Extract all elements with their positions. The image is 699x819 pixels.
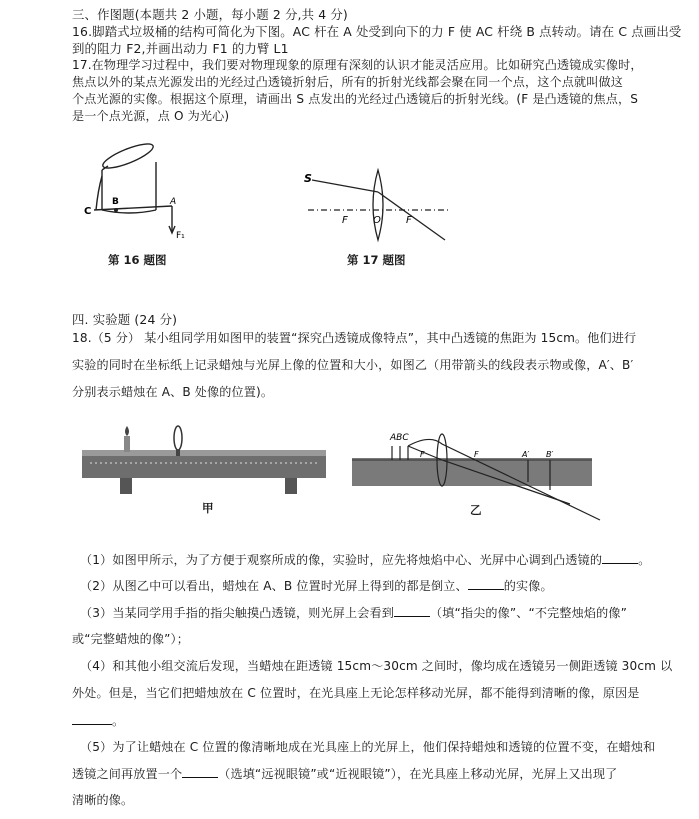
figure-yi-caption: 乙 [470, 503, 482, 517]
q17-text-line3: 个点光源的实像。根据这个原理，请画出 S 点发出的光经过凸透镜后的折射光线。(F 是凸透镜的焦点，S [72, 92, 639, 106]
label-abc: ABC [390, 433, 409, 443]
label-a-prime: A′ [522, 450, 530, 459]
q16-text-line1: 16.脚踏式垃圾桶的结构可简化为下图。AC 杆在 A 处受到向下的力 F 使 AC 杆绕 B 点转动。请在 C 点画出受 [72, 24, 682, 39]
label-b: B [112, 197, 119, 207]
answer-blank-2[interactable] [468, 577, 504, 590]
figure-jia-optical-bench [80, 418, 330, 503]
q18-sub3-cont: 或“完整蜡烛的像”）； [72, 632, 189, 646]
label-a: A [170, 197, 177, 207]
bench-leg-left [120, 478, 132, 494]
lens-jia [174, 426, 182, 450]
q18-sub5-line1: （5）为了让蜡烛在 C 位置的像清晰地成在光具座上的光屏上，他们保持蜡烛和透镜的位置不变，在蜡烛和 [80, 740, 656, 754]
q18-text-line1: 18.（5 分） 某小组同学用如图甲的装置“探究凸透镜成像特点”，其中凸透镜的焦距为 15cm。他们进行 [72, 331, 637, 345]
incident-ray [312, 180, 378, 192]
q18-text-line3: 分别表示蜡烛在 A、B 处像的位置)。 [72, 385, 274, 399]
section3-heading: 三、作图题(本题共 2 小题，每小题 2 分,共 4 分) [72, 7, 348, 22]
figure-17-caption: 第 17 题图 [347, 253, 406, 267]
answer-blank-4[interactable] [72, 712, 112, 725]
q18-sub5-line2: 透镜之间再放置一个 （选填“远视眼镜”或“近视眼镜”），在光具座上移动光屏，光屏上又出现了 [72, 767, 618, 781]
answer-blank-5[interactable] [182, 765, 218, 778]
bench-leg-right [285, 478, 297, 494]
answer-blank-3[interactable] [394, 604, 430, 617]
label-f-left: F [342, 215, 348, 226]
q18-sub4-line3: 。 [72, 712, 124, 730]
label-s: S [304, 172, 312, 185]
q18-sub3: （3）当某同学用手指的指尖触摸凸透镜，则光屏上会看到 （填“指尖的像”、“不完整烛焰的像” [80, 606, 628, 620]
q18-sub4-line1: （4）和其他小组交流后发现，当蜡烛在距透镜 15cm～30cm 之间时，像均成在透镜另一侧距透镜 30cm 以 [80, 659, 673, 673]
q18-sub4-line2: 外处。但是，当它们把蜡烛放在 C 位置时，在光具座上无论怎样移动光屏，都不能得到清晰的像，原因是 [72, 686, 640, 700]
label-f-right: F [406, 215, 412, 226]
lens-holder [176, 450, 180, 456]
label-f1: F₁ [176, 231, 185, 241]
q18-sub2: （2）从图乙中可以看出，蜡烛在 A、B 位置时光屏上得到的都是倒立、 的实像。 [80, 579, 553, 593]
figure-jia-caption: 甲 [202, 501, 214, 515]
graph-paper-strip [352, 458, 592, 486]
convex-lens [373, 170, 383, 240]
bin-bottom [102, 210, 156, 213]
bin-rod [96, 176, 102, 210]
bin-lid [100, 140, 155, 173]
label-f-yi-left: F [420, 450, 425, 459]
candle-flame [125, 426, 129, 436]
q16-text-line2: 到的阻力 F2,并画出动力 F1 的力臂 L1 [72, 41, 289, 56]
q18-sub5-line3: 清晰的像。 [72, 793, 134, 807]
q17-text-line1: 17.在物理学习过程中，我们要对物理现象的原理有深刻的认识才能灵活应用。比如研究凸透镜成实像时， [72, 58, 643, 72]
q17-text-line2: 焦点以外的某点光源发出的光经过凸透镜折射后，所有的折射光线都会聚在同一个点，这个点就叫做这 [72, 75, 623, 89]
lever-ac [94, 206, 172, 210]
answer-blank-1[interactable] [602, 551, 638, 564]
candle [124, 436, 130, 452]
q18-sub1: （1）如图甲所示，为了方便于观察所成的像，实验时，应先将烛焰中心、光屏中心调到凸透镜的 。 [80, 553, 651, 567]
label-o: O [373, 215, 381, 226]
q18-text-line2: 实验的同时在坐标纸上记录蜡烛与光屏上像的位置和大小，如图乙（用带箭头的线段表示物或像，A′、B′ [72, 358, 634, 372]
section4-heading: 四. 实验题 (24 分) [72, 312, 178, 327]
pivot-b [114, 208, 118, 212]
figure-17-lens [300, 160, 460, 250]
figure-16-caption: 第 16 题图 [108, 253, 167, 267]
bench-top [82, 450, 326, 456]
label-f-yi-right: F [474, 450, 479, 459]
q17-text-line4: 是一个点光源，点 O 为光心) [72, 109, 230, 123]
label-c: C [84, 206, 92, 217]
label-b-prime: B′ [546, 450, 554, 459]
figure-16-trash-bin [80, 140, 200, 250]
